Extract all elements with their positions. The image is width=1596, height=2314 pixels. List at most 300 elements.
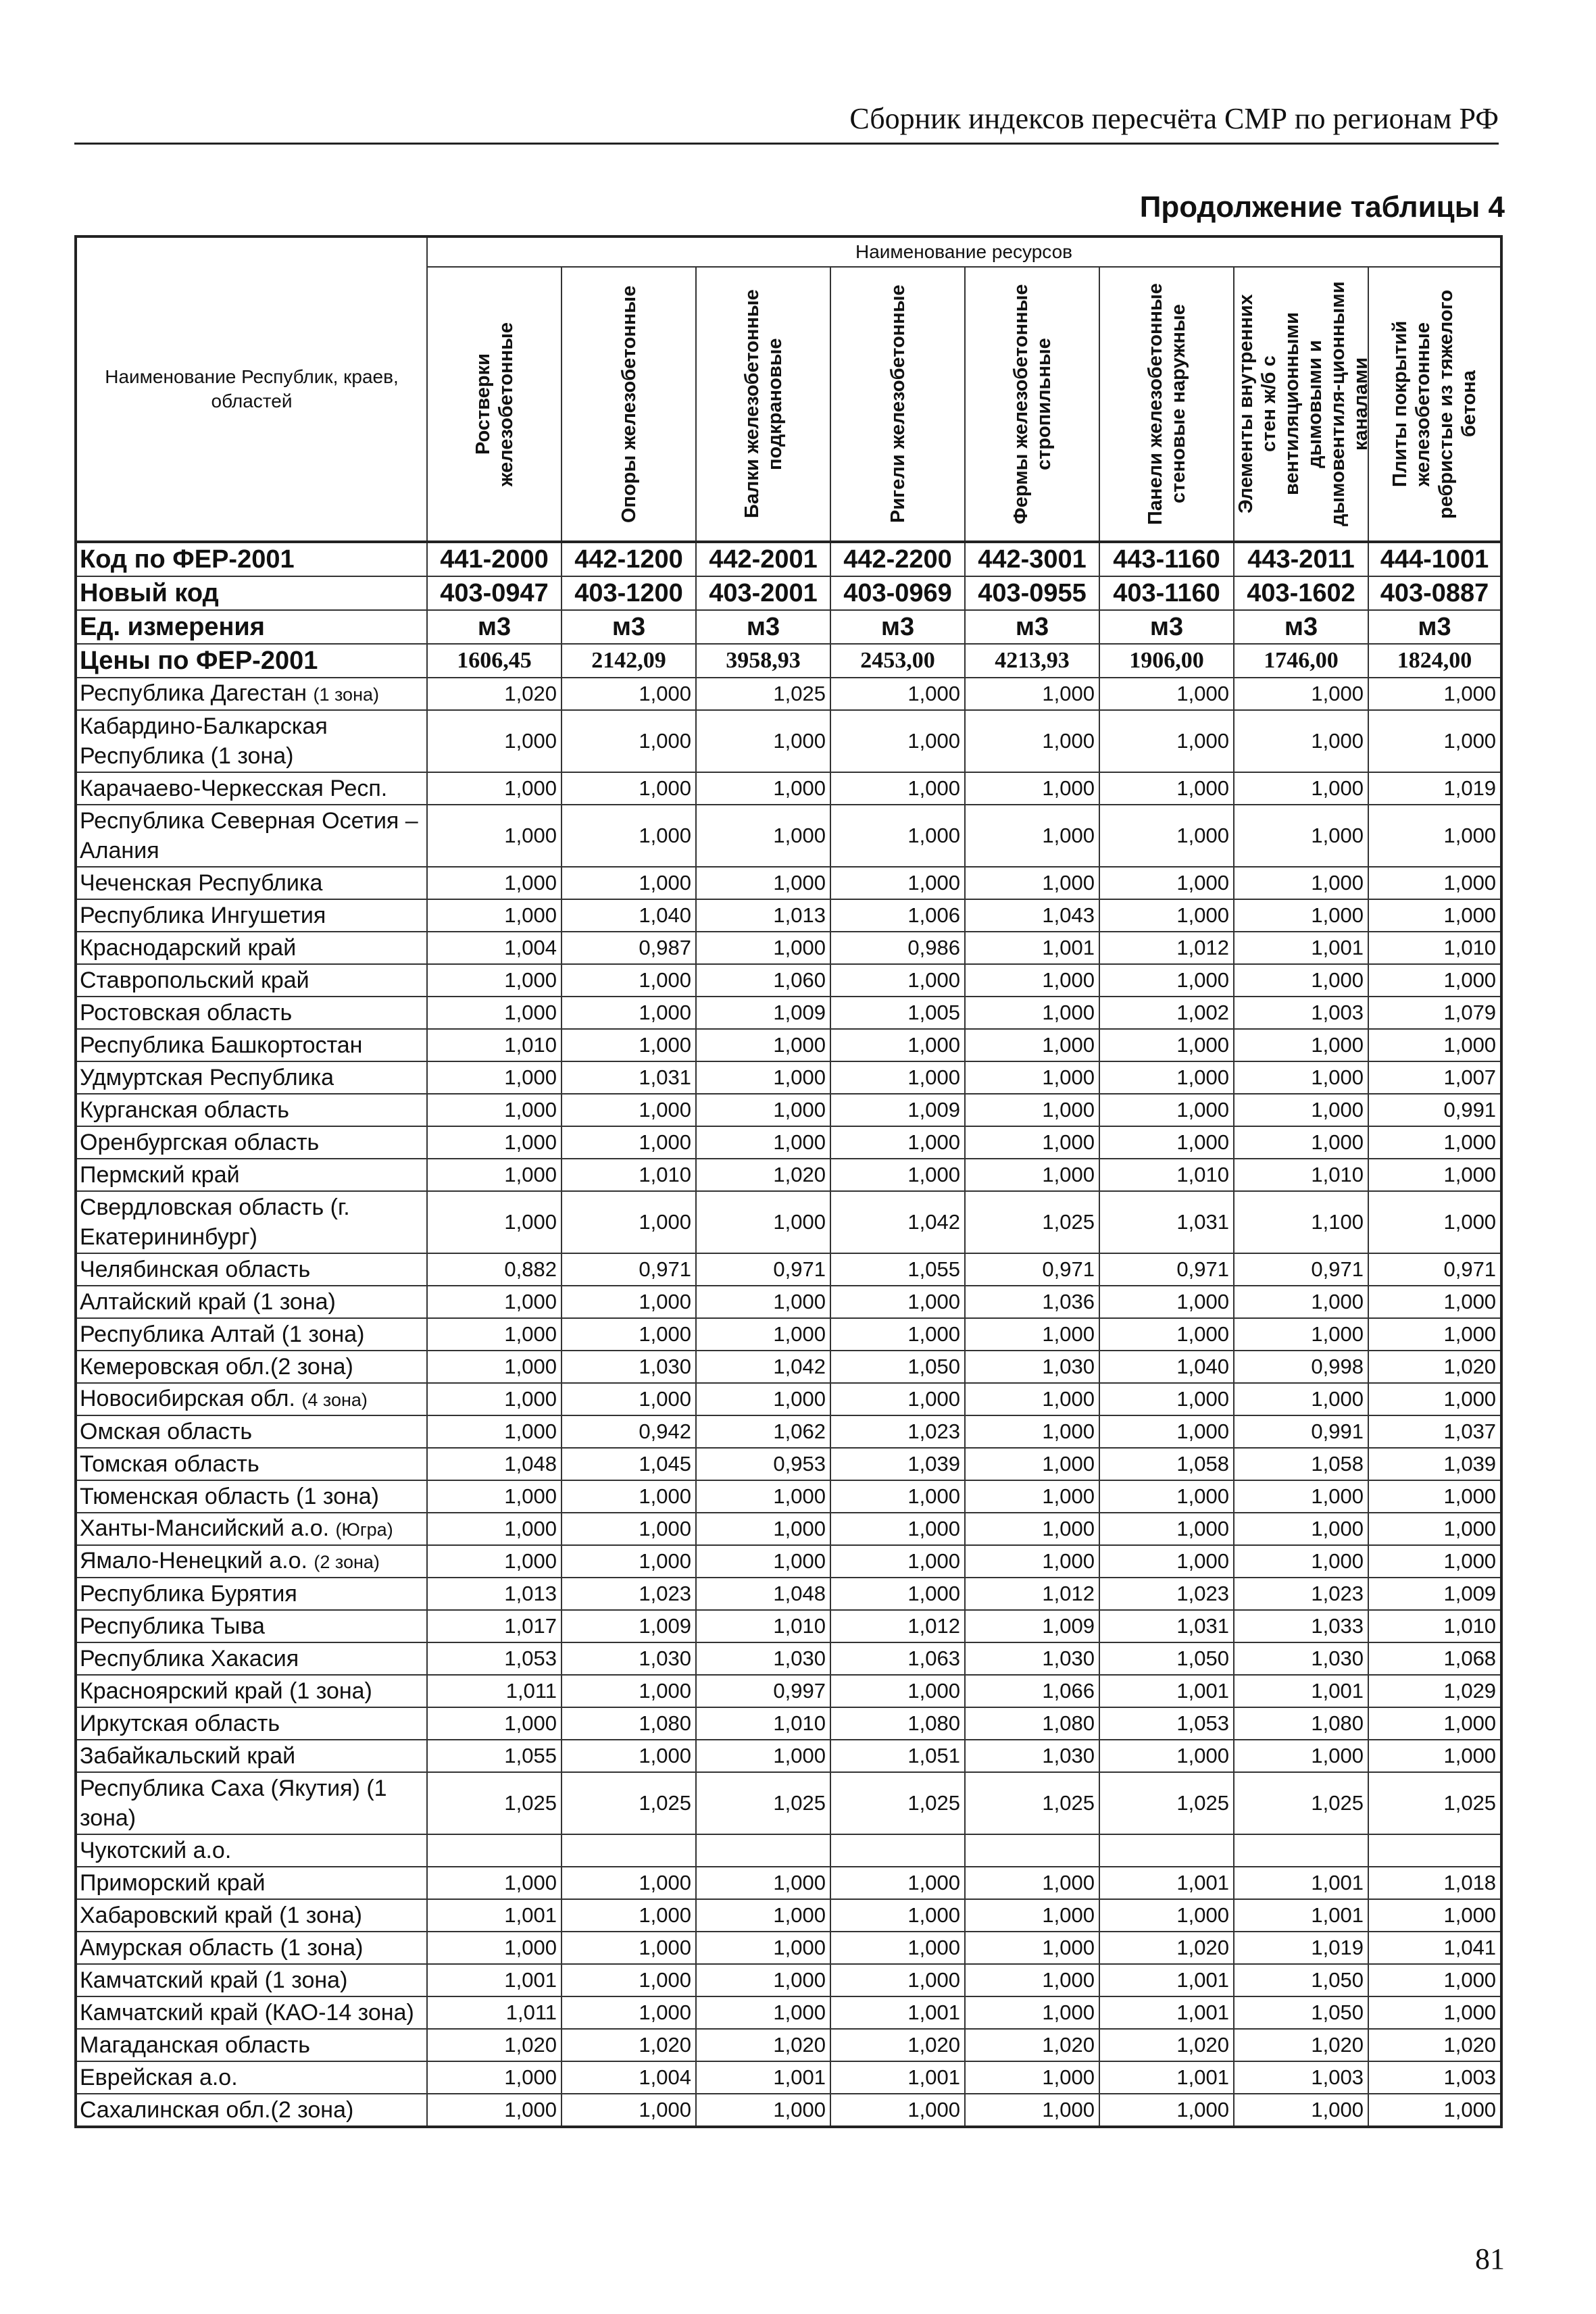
coefficient-cell: 1,000	[830, 1675, 965, 1707]
coefficient-cell: 1,000	[427, 1867, 562, 1899]
region-name: Республика Северная Осетия – Алания	[80, 808, 418, 863]
coefficient-cell: 1,000	[965, 1932, 1099, 1964]
coefficient-cell: 1,002	[1099, 997, 1234, 1029]
resource-column-label: Ригели железобетонные	[887, 284, 909, 524]
coefficient-cell: 1,001	[1234, 1899, 1368, 1932]
meta-row-value: 3958,93	[696, 644, 830, 678]
coefficient-cell: 1,000	[1099, 1126, 1234, 1159]
coefficient-cell: 1,051	[830, 1740, 965, 1772]
coefficient-cell: 1,013	[427, 1578, 562, 1610]
meta-row-label: Код по ФЕР-2001	[76, 542, 427, 576]
coefficient-cell: 1,000	[1234, 1094, 1368, 1126]
coefficient-cell: 1,000	[965, 1867, 1099, 1899]
region-note: (1 зона)	[313, 684, 379, 705]
coefficient-cell: 1,000	[1099, 1899, 1234, 1932]
region-name: Республика Алтай (1 зона)	[80, 1322, 365, 1347]
coefficient-cell: 1,012	[965, 1578, 1099, 1610]
coefficient-cell: 1,025	[830, 1772, 965, 1834]
coefficient-cell: 1,012	[830, 1610, 965, 1642]
coefficient-cell: 1,000	[965, 2094, 1099, 2127]
region-name-cell	[76, 1610, 427, 1642]
coefficient-cell: 1,000	[1234, 964, 1368, 997]
coefficient-cell: 1,000	[1099, 867, 1234, 899]
region-name: Курганская область	[80, 1097, 289, 1123]
coefficient-cell: 1,000	[562, 772, 696, 805]
coefficient-cell: 1,030	[965, 1740, 1099, 1772]
resource-column-header	[427, 267, 562, 542]
meta-row-value: 1746,00	[1234, 644, 1368, 678]
coefficient-cell: 1,000	[965, 2061, 1099, 2094]
meta-row-value: м3	[965, 610, 1099, 644]
coefficient-cell: 1,000	[830, 1029, 965, 1061]
region-name-cell	[76, 1899, 427, 1932]
coefficient-cell: 1,000	[965, 805, 1099, 867]
coefficient-cell: 1,000	[830, 2094, 965, 2127]
coefficient-cell: 1,000	[1368, 2094, 1501, 2127]
table-row	[76, 1610, 1501, 1642]
region-name: Алтайский край (1 зона)	[80, 1289, 336, 1315]
coefficient-cell: 1,020	[427, 2029, 562, 2061]
region-name-cell	[76, 2094, 427, 2127]
region-name: Приморский край	[80, 1870, 266, 1896]
coefficient-cell: 1,000	[696, 1996, 830, 2029]
coefficient-cell: 1,000	[696, 772, 830, 805]
resource-column-header	[1099, 267, 1234, 542]
coefficient-cell: 0,971	[1234, 1253, 1368, 1286]
coefficient-cell: 1,050	[1099, 1642, 1234, 1675]
coefficient-cell: 1,000	[1368, 1029, 1501, 1061]
coefficient-cell: 1,001	[427, 1964, 562, 1996]
coefficient-cell: 1,006	[830, 899, 965, 932]
coefficient-cell: 1,000	[1234, 1029, 1368, 1061]
region-name-cell	[76, 1061, 427, 1094]
region-name: Красноярский край (1 зона)	[80, 1678, 372, 1704]
table-row	[76, 678, 1501, 710]
region-name: Пермский край	[80, 1162, 240, 1188]
table-meta-rows	[76, 542, 1501, 678]
table-row	[76, 1834, 1501, 1867]
table-row	[76, 1675, 1501, 1707]
coefficient-cell: 1,000	[830, 1578, 965, 1610]
coefficient-cell: 1,100	[1234, 1191, 1368, 1253]
coefficient-cell: 1,001	[965, 932, 1099, 964]
coefficient-cell: 1,010	[696, 1610, 830, 1642]
coefficient-cell: 1,030	[562, 1351, 696, 1383]
coefficient-cell: 1,042	[830, 1191, 965, 1253]
resource-column-label: Элементы внутренних стен ж/б с вентиляционными дымовыми и дымовентиля-ционными каналами	[1235, 281, 1372, 527]
coefficient-cell: 1,000	[427, 2094, 562, 2127]
coefficient-cell: 1,000	[830, 1383, 965, 1415]
coefficient-cell: 1,000	[696, 1480, 830, 1513]
coefficient-cell: 1,013	[696, 899, 830, 932]
coefficient-cell: 1,010	[1368, 1610, 1501, 1642]
coefficient-cell: 1,000	[562, 678, 696, 710]
coefficient-cell: 1,000	[830, 805, 965, 867]
meta-row	[76, 576, 1501, 610]
coefficient-cell: 1,001	[427, 1899, 562, 1932]
table-row	[76, 964, 1501, 997]
coefficient-cell: 1,000	[1368, 899, 1501, 932]
coefficient-cell: 1,001	[1099, 1867, 1234, 1899]
coefficient-cell: 1,000	[965, 1964, 1099, 1996]
table-row	[76, 2061, 1501, 2094]
coefficient-cell: 1,019	[1234, 1932, 1368, 1964]
coefficient-cell: 1,058	[1234, 1448, 1368, 1480]
region-name-cell	[76, 2029, 427, 2061]
meta-row-value: 2453,00	[830, 644, 965, 678]
coefficient-cell: 1,001	[1099, 2061, 1234, 2094]
coefficient-cell: 1,040	[1099, 1351, 1234, 1383]
coefficient-cell: 1,000	[830, 678, 965, 710]
coefficient-cell: 1,012	[1099, 932, 1234, 964]
coefficient-cell: 1,023	[830, 1415, 965, 1448]
coefficient-cell: 1,001	[1099, 1964, 1234, 1996]
coefficient-cell: 1,018	[1368, 1867, 1501, 1899]
table-row	[76, 772, 1501, 805]
coefficient-cell: 1,025	[696, 678, 830, 710]
meta-row-label: Цены по ФЕР-2001	[76, 644, 427, 678]
region-name-cell	[76, 1867, 427, 1899]
coefficient-cell: 0,998	[1234, 1351, 1368, 1383]
coefficient-cell: 1,000	[427, 1351, 562, 1383]
coefficient-cell: 1,000	[965, 867, 1099, 899]
coefficient-cell: 1,000	[1368, 964, 1501, 997]
coefficient-cell: 1,000	[427, 1191, 562, 1253]
meta-row-value: м3	[1368, 610, 1501, 644]
table-row	[76, 1480, 1501, 1513]
coefficient-cell: 1,000	[1099, 805, 1234, 867]
region-name-cell	[76, 678, 427, 710]
coefficient-cell: 1,000	[1368, 1318, 1501, 1351]
coefficient-cell: 1,000	[965, 1159, 1099, 1191]
region-name: Республика Хакасия	[80, 1646, 299, 1671]
coefficient-cell: 1,000	[1099, 964, 1234, 997]
coefficient-cell: 1,000	[696, 1286, 830, 1318]
table-data-rows	[76, 678, 1501, 2127]
table-row	[76, 710, 1501, 772]
coefficient-cell: 1,000	[965, 1513, 1099, 1545]
meta-row-value: 443-2011	[1234, 542, 1368, 576]
coefficient-cell: 1,000	[1234, 1383, 1368, 1415]
region-name-cell	[76, 964, 427, 997]
coefficient-cell: 1,000	[965, 1448, 1099, 1480]
coefficient-cell: 1,000	[1099, 710, 1234, 772]
table-row	[76, 1094, 1501, 1126]
region-name-cell	[76, 1094, 427, 1126]
table-row	[76, 805, 1501, 867]
table-row	[76, 1899, 1501, 1932]
meta-row-value: 4213,93	[965, 644, 1099, 678]
resources-group-header: Наименование ресурсов	[427, 236, 1501, 267]
region-name: Иркутская область	[80, 1711, 280, 1736]
coefficient-cell	[1368, 1834, 1501, 1867]
coefficient-cell: 1,000	[1368, 1707, 1501, 1740]
coefficient-cell: 1,000	[562, 1513, 696, 1545]
coefficient-cell: 1,000	[427, 772, 562, 805]
coefficient-cell: 1,000	[1368, 1480, 1501, 1513]
coefficient-cell: 1,000	[1234, 1513, 1368, 1545]
meta-row-value: 403-0955	[965, 576, 1099, 610]
coefficient-cell: 1,039	[830, 1448, 965, 1480]
coefficient-cell: 1,000	[830, 1126, 965, 1159]
coefficient-cell: 1,000	[830, 1159, 965, 1191]
table-row	[76, 1126, 1501, 1159]
coefficient-cell: 1,000	[427, 1159, 562, 1191]
coefficient-cell: 1,033	[1234, 1610, 1368, 1642]
meta-row-value: 443-1160	[1099, 542, 1234, 576]
table-row	[76, 1415, 1501, 1448]
meta-row-value: 403-0887	[1368, 576, 1501, 610]
coefficient-cell: 1,000	[427, 1126, 562, 1159]
coefficient-cell: 1,000	[696, 867, 830, 899]
coefficient-cell: 1,000	[965, 964, 1099, 997]
coefficient-cell: 1,000	[1368, 1126, 1501, 1159]
coefficient-cell: 1,000	[830, 1480, 965, 1513]
region-name-cell	[76, 710, 427, 772]
coefficient-cell: 1,000	[830, 772, 965, 805]
coefficient-cell: 1,000	[1368, 710, 1501, 772]
coefficient-cell: 1,000	[562, 1675, 696, 1707]
resource-column-header	[1234, 267, 1372, 542]
meta-row-value: 442-3001	[965, 542, 1099, 576]
coefficient-cell: 1,001	[1099, 1996, 1234, 2029]
coefficient-cell: 0,971	[965, 1253, 1099, 1286]
meta-row-value: 441-2000	[427, 542, 562, 576]
coefficient-cell: 1,007	[1368, 1061, 1501, 1094]
coefficient-cell: 0,882	[427, 1253, 562, 1286]
coefficient-cell: 1,000	[1234, 710, 1368, 772]
coefficient-cell: 1,000	[1368, 1159, 1501, 1191]
region-name: Оренбургская область	[80, 1130, 320, 1155]
meta-row-value: м3	[427, 610, 562, 644]
meta-row-value: м3	[562, 610, 696, 644]
coefficient-cell: 1,053	[427, 1642, 562, 1675]
coefficient-cell: 1,000	[427, 1480, 562, 1513]
meta-row-value: м3	[696, 610, 830, 644]
region-name: Карачаево-Черкесская Респ.	[80, 776, 388, 801]
region-name-cell	[76, 772, 427, 805]
coefficient-cell: 1,000	[696, 1867, 830, 1899]
region-name-cell	[76, 1964, 427, 1996]
coefficient-cell: 1,000	[696, 932, 830, 964]
table-row	[76, 1740, 1501, 1772]
coefficient-cell: 1,080	[1234, 1707, 1368, 1740]
coefficient-cell: 0,942	[562, 1415, 696, 1448]
coefficient-cell: 1,055	[830, 1253, 965, 1286]
coefficient-cell: 1,000	[562, 2094, 696, 2127]
coefficient-cell: 1,000	[696, 1899, 830, 1932]
region-name-cell	[76, 2061, 427, 2094]
coefficient-cell	[1234, 1834, 1368, 1867]
meta-row-value: 403-2001	[696, 576, 830, 610]
table-row	[76, 1448, 1501, 1480]
coefficient-cell: 1,000	[1234, 805, 1368, 867]
coefficient-cell: 1,000	[1234, 1126, 1368, 1159]
coefficient-cell: 1,068	[1368, 1642, 1501, 1675]
coefficient-cell: 1,025	[1368, 1772, 1501, 1834]
resource-column-header	[562, 267, 696, 542]
meta-row-value: 442-2200	[830, 542, 965, 576]
coefficient-cell: 1,000	[830, 1286, 965, 1318]
region-name-cell	[76, 1740, 427, 1772]
coefficient-cell: 1,000	[1099, 2094, 1234, 2127]
coefficient-cell	[427, 1834, 562, 1867]
region-name: Кемеровская обл.(2 зона)	[80, 1354, 353, 1380]
coefficient-cell: 1,000	[1368, 867, 1501, 899]
region-name-cell	[76, 1707, 427, 1740]
coefficient-cell: 1,000	[1368, 1383, 1501, 1415]
region-name-cell	[76, 1480, 427, 1513]
region-name: Республика Тыва	[80, 1613, 265, 1639]
running-header: Сборник индексов пересчёта СМР по регионам РФ	[74, 101, 1499, 145]
region-name: Чеченская Республика	[80, 870, 323, 896]
coefficient-cell: 1,048	[696, 1578, 830, 1610]
table-row	[76, 1286, 1501, 1318]
coefficient-cell: 1,020	[1368, 1351, 1501, 1383]
coefficient-cell: 1,000	[1099, 1029, 1234, 1061]
coefficient-cell: 1,000	[1099, 1094, 1234, 1126]
region-name: Ставропольский край	[80, 967, 309, 993]
coefficient-cell: 1,020	[427, 678, 562, 710]
coefficient-cell: 1,000	[1234, 1318, 1368, 1351]
coefficient-cell: 1,041	[1368, 1932, 1501, 1964]
coefficient-cell: 1,000	[965, 772, 1099, 805]
coefficient-cell: 1,000	[1099, 1545, 1234, 1578]
table-row	[76, 899, 1501, 932]
table-row	[76, 1578, 1501, 1610]
region-name: Удмуртская Республика	[80, 1065, 334, 1090]
coefficient-cell: 1,000	[965, 1029, 1099, 1061]
coefficient-cell: 1,000	[830, 1899, 965, 1932]
coefficient-cell: 1,000	[562, 1996, 696, 2029]
region-name: Республика Башкортостан	[80, 1032, 363, 1058]
coefficient-cell: 1,020	[1234, 2029, 1368, 2061]
region-name: Республика Дагестан	[80, 680, 314, 706]
coefficient-cell: 1,000	[965, 710, 1099, 772]
coefficient-cell: 1,009	[1368, 1578, 1501, 1610]
coefficient-cell: 1,000	[965, 997, 1099, 1029]
region-name-cell	[76, 1996, 427, 2029]
coefficient-cell: 1,000	[1234, 772, 1368, 805]
meta-row-label: Ед. измерения	[76, 610, 427, 644]
coefficient-cell: 1,001	[830, 1996, 965, 2029]
coefficient-cell: 1,011	[427, 1996, 562, 2029]
coefficient-cell: 1,003	[1368, 2061, 1501, 2094]
region-note: (Югра)	[335, 1519, 393, 1540]
meta-row-value: 403-1602	[1234, 576, 1368, 610]
coefficient-cell: 1,009	[696, 997, 830, 1029]
table-row	[76, 1029, 1501, 1061]
coefficient-cell: 1,000	[427, 1318, 562, 1351]
region-name-cell	[76, 1191, 427, 1253]
region-name-cell	[76, 1834, 427, 1867]
coefficient-cell: 1,020	[1099, 2029, 1234, 2061]
coefficient-cell: 1,000	[965, 678, 1099, 710]
region-name: Краснодарский край	[80, 935, 297, 961]
coefficient-cell: 1,000	[965, 1383, 1099, 1415]
region-name: Свердловская область (г. Екатерининбург)	[80, 1194, 350, 1250]
meta-row-value: 403-1200	[562, 576, 696, 610]
coefficient-cell: 1,000	[965, 1061, 1099, 1094]
region-name: Хабаровский край (1 зона)	[80, 1903, 362, 1928]
region-column-header: Наименование Республик, краев, областей	[76, 236, 427, 542]
coefficient-cell: 1,001	[1234, 1675, 1368, 1707]
coefficient-cell: 1,050	[830, 1351, 965, 1383]
coefficient-cell: 1,000	[696, 805, 830, 867]
region-name-cell	[76, 1545, 427, 1578]
table-row	[76, 1318, 1501, 1351]
coefficient-cell: 1,000	[427, 1513, 562, 1545]
coefficient-cell	[1099, 1834, 1234, 1867]
coefficient-cell: 1,000	[1234, 1061, 1368, 1094]
coefficient-cell: 1,025	[965, 1191, 1099, 1253]
resource-column-header	[696, 267, 830, 542]
region-name-cell	[76, 1383, 427, 1415]
meta-row-value: 403-0947	[427, 576, 562, 610]
coefficient-cell: 1,000	[427, 1932, 562, 1964]
coefficient-cell: 1,000	[830, 1318, 965, 1351]
coefficient-cell: 1,000	[562, 1126, 696, 1159]
region-name: Республика Ингушетия	[80, 903, 326, 928]
region-name: Чукотский а.о.	[80, 1838, 232, 1863]
coefficient-cell: 1,020	[830, 2029, 965, 2061]
coefficient-cell: 1,000	[562, 1191, 696, 1253]
coefficient-cell: 1,020	[965, 2029, 1099, 2061]
meta-row	[76, 610, 1501, 644]
region-name-cell	[76, 899, 427, 932]
coefficient-cell	[830, 1834, 965, 1867]
coefficient-cell: 1,001	[1099, 1675, 1234, 1707]
coefficient-cell: 1,025	[427, 1772, 562, 1834]
coefficient-cell: 1,025	[1099, 1772, 1234, 1834]
coefficient-cell: 1,000	[696, 1318, 830, 1351]
coefficient-cell: 1,000	[1099, 1513, 1234, 1545]
coefficient-cell: 1,000	[427, 1061, 562, 1094]
coefficient-cell: 1,080	[965, 1707, 1099, 1740]
table-continuation-title: Продолжение таблицы 4	[1139, 191, 1505, 224]
coefficient-cell: 1,000	[830, 1545, 965, 1578]
coefficient-cell: 0,971	[562, 1253, 696, 1286]
coefficient-cell: 1,000	[427, 805, 562, 867]
region-name: Забайкальский край	[80, 1743, 296, 1769]
coefficient-cell: 1,000	[696, 1383, 830, 1415]
region-name-cell	[76, 1126, 427, 1159]
resource-column-label: Панели железобетонные стеновые наружные	[1144, 283, 1189, 525]
coefficient-cell: 1,000	[965, 1318, 1099, 1351]
coefficient-cell: 1,000	[562, 710, 696, 772]
coefficient-cell: 1,025	[562, 1772, 696, 1834]
meta-row-value: 1824,00	[1368, 644, 1501, 678]
table-row	[76, 1964, 1501, 1996]
region-name: Кабардино-Балкарская Республика (1 зона)	[80, 713, 328, 769]
meta-row-label: Новый код	[76, 576, 427, 610]
coefficient-cell: 1,003	[1234, 2061, 1368, 2094]
coefficient-cell: 1,003	[1234, 997, 1368, 1029]
table-row	[76, 997, 1501, 1029]
coefficient-cell: 1,001	[1234, 932, 1368, 964]
coefficient-cell: 1,000	[1368, 1513, 1501, 1545]
coefficient-cell: 1,000	[1234, 1740, 1368, 1772]
coefficient-cell: 1,000	[830, 1867, 965, 1899]
region-name-cell	[76, 1642, 427, 1675]
coefficient-cell: 1,000	[696, 2094, 830, 2127]
coefficient-cell: 1,000	[1368, 1286, 1501, 1318]
table-row	[76, 1253, 1501, 1286]
coefficient-cell: 1,000	[830, 1513, 965, 1545]
coefficient-cell: 1,000	[1234, 1480, 1368, 1513]
table-row	[76, 1351, 1501, 1383]
coefficient-cell: 1,000	[1234, 2094, 1368, 2127]
